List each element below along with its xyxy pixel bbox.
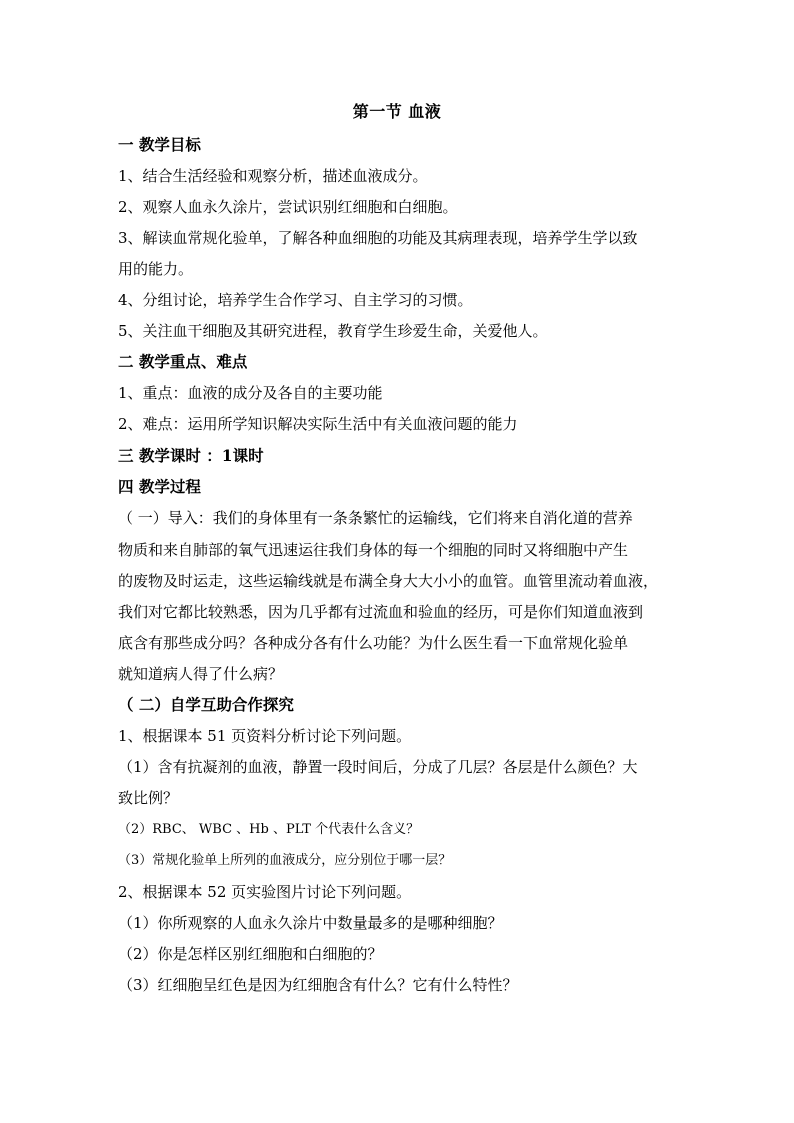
objective-3-line-2: 用的能力。 — [118, 260, 194, 278]
intro-line-5: 底含有那些成分吗？各种成分各有什么功能？为什么医生看一下血常规化验单 — [118, 634, 629, 652]
objective-2: 2、观察人血永久涂片，尝试识别红细胞和白细胞。 — [118, 198, 458, 216]
section-heading-key-points: 二 教学重点、难点 — [118, 352, 248, 371]
objective-5: 5、关注血干细胞及其研究进程，教育学生珍爱生命，关爱他人。 — [118, 322, 548, 340]
objective-4: 4、分组讨论，培养学生合作学习、自主学习的习惯。 — [118, 291, 473, 309]
question-2-1: （1）你所观察的人血永久涂片中数量最多的是哪种细胞？ — [118, 914, 503, 932]
question-1: 1、根据课本 51 页资料分析讨论下列问题。 — [118, 727, 412, 745]
section-heading-self-study: （ 二）自学互助合作探究 — [118, 695, 294, 714]
question-1-1-line-2: 致比例？ — [118, 789, 179, 807]
question-2-2: （2）你是怎样区别红细胞和白细胞的？ — [118, 945, 383, 963]
intro-line-3: 的废物及时运走，这些运输线就是布满全身大大小小的血管。血管里流动着血液， — [118, 572, 659, 590]
section-heading-objectives: 一 教学目标 — [118, 135, 201, 154]
question-2: 2、根据课本 52 页实验图片讨论下列问题。 — [118, 883, 412, 901]
objective-1: 1、结合生活经验和观察分析，描述血液成分。 — [118, 167, 428, 185]
question-1-2: （2）RBC、 WBC 、Hb 、PLT 个代表什么含义？ — [118, 822, 420, 837]
intro-line-6: 就知道病人得了什么病？ — [118, 665, 284, 683]
page-title: 第一节 血液 — [352, 102, 442, 121]
intro-line-4: 我们对它都比较熟悉，因为几乎都有过流血和验血的经历，可是你们知道血液到 — [118, 603, 644, 621]
objective-3-line-1: 3、解读血常规化验单，了解各种血细胞的功能及其病理表现，培养学生学以致 — [118, 229, 638, 247]
intro-line-1: （ 一）导入：我们的身体里有一条条繁忙的运输线，它们将来自消化道的营养 — [118, 509, 633, 527]
intro-line-2: 物质和来自肺部的氧气迅速运往我们身体的每一个细胞的同时又将细胞中产生 — [118, 541, 629, 559]
question-2-3: （3）红细胞呈红色是因为红细胞含有什么？它有什么特性？ — [118, 976, 518, 994]
question-1-3: （3）常规化验单上所列的血液成分，应分别位于哪一层？ — [118, 853, 452, 868]
section-heading-process: 四 教学过程 — [118, 477, 201, 496]
question-1-1-line-1: （1）含有抗凝剂的血液，静置一段时间后，分成了几层？各层是什么颜色？大 — [118, 758, 638, 776]
section-heading-hours: 三 教学课时 ：1课时 — [118, 446, 264, 465]
key-point-1: 1、重点：血液的成分及各自的主要功能 — [118, 384, 383, 402]
key-point-2: 2、难点：运用所学知识解决实际生活中有关血液问题的能力 — [118, 415, 518, 433]
